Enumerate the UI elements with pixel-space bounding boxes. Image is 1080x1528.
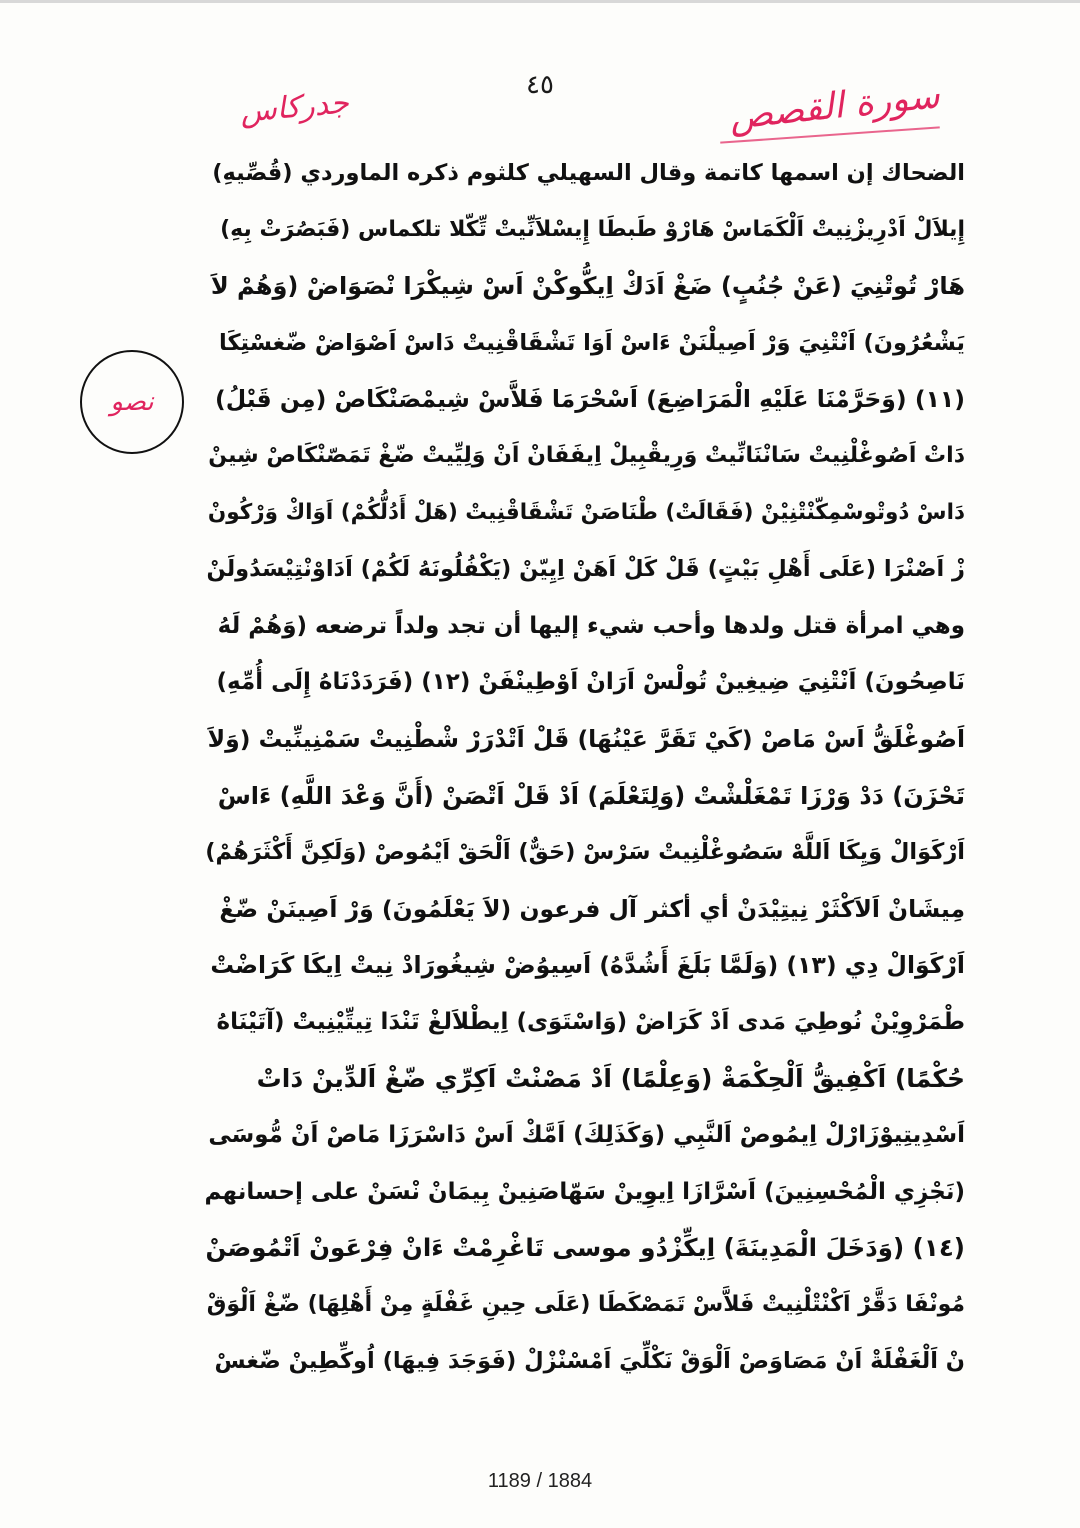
text-line: مِيشَانْ اَلاَكْثَرْ نِيتِيْدَنْ أي أكثر آل فرعون (لاَ يَعْلَمُونَ) وَرْ اَصِينَنْ ضّغْ	[219, 894, 965, 923]
text-line: تَحْزَنَ) دَدْ وَرْزَا تَمْغَلْشْتْ (وَلِتَعْلَمَ) اَدْ قَلْ اَتْصَنْ (أَنَّ وَعْدَ اللَّهِ) ءَاسْ	[217, 781, 965, 810]
text-line: اَرْكَوَالْ وَيِكَا اَللَّهْ سَصُوغْلْنِيتْ سَرْسْ (حَقٌّ) اَلْحَقْ اَيْمُوصْ (وَلَكِنَّ أَكْثَرَهُمْ)	[205, 839, 965, 866]
margin-circled-note	[80, 350, 184, 454]
text-line: هَارْ تُوتْنِيَ (عَنْ جُنُبٍ) ضَغْ اَدَكْ اِيكُّوكْنْ اَسْ شِيكْرَا نْصَوَاضْ (وَهُمْ لاَ	[210, 272, 965, 301]
text-line: مُونْفَا دَقَّرْ اَكْنْتْلْنِيتْ فَلاَّسْ تَمَصْكَطَا (عَلَى حِينِ غَفْلَةٍ مِنْ أَهْلِهَا) ضّغْ اَلْوَقْ	[206, 1291, 965, 1317]
text-line: (١١) (وَحَرَّمْنَا عَلَيْهِ الْمَرَاضِعَ) اَسْحْرَمَا فَلاَّسْ شِيمْصَنْكَاصْ (مِن قَبْلُ)	[215, 385, 965, 414]
text-line: وهي امرأة قتل ولدها وأحب شيء إليها أن تجد ولداً ترضعه (وَهُمْ لَهُ	[217, 612, 965, 639]
text-line: اَرْكَوَالْ دِي (١٣) (وَلَمَّا بَلَغَ أَشُدَّهُ) اَسِيوُضْ شِيغُورَادْ نِيتْ اِيكَا كَرَاضْتْ	[210, 951, 965, 980]
pagination-indicator: 1189 / 1884	[487, 1470, 593, 1492]
text-line: دَاتْ اَصُوغْلْنِيتْ سَانْنَانِّيتْ وَرِيقْبِيلْ اِيفَفَانْ اَنْ وَلِيِّيتْ ضّغْ تَمَصّنْكَاصْ شِينْ	[208, 442, 965, 468]
text-line: (نَجْزِي الْمُحْسِنِينَ) اَسْرَّازَا اِيوِينْ سَهّاصَنِينْ بِيمَانْ نْسَنْ على إحسانهم	[205, 1178, 965, 1205]
text-line: زْ اَصْنْرَا (عَلَى أَهْلِ بَيْتٍ) قَلْ كَلْ اَهَنْ اِيِيّنْ (يَكْفُلُونَهُ لَكُمْ) اَدَاوْنْتِيْسَدُولَنْ	[206, 556, 965, 583]
text-line: نَاصِحُونَ) اَنْتْنِيَ ضِيغِينْ تُولْسْ اَرَانْ اَوْطِينْفَنْ (١٢) (فَرَدَدْنَاهُ إِلَى أُمِّهِ)	[216, 669, 965, 696]
page-top-edge	[0, 0, 1080, 3]
text-line: الضحاك إن اسمها كاتمة وقال السهيلي كلثوم ذكره الماوردي (قُصِّيهِ)	[212, 160, 965, 186]
page-number: ٤٥	[526, 70, 554, 100]
text-line: اَسْدِيتِيوْزَارْلْ اِيمُوصْ اَلنَّبِي (وَكَذَلِكَ) اَمَّكْ اَسْ دَاسْرَزَا مَاصْ اَنْ مُّوسَى	[208, 1122, 965, 1149]
body-text	[205, 145, 965, 1390]
text-line: حُكْمًا) اَكْفِيقُّ اَلْحِكْمَةْ (وَعِلْمًا) اَدْ مَصْنْتْ اَكِرِّي ضّغْ اَلدِّينْ دَاتْ	[256, 1063, 965, 1093]
text-line: طْمَرْوِيْنْ نُوطِيَ مَدى اَدْ كَرَاضْ (وَاسْتَوَى) اِيطْلاَلغْ تَنْدَا تِيتِّيْنِيتْ (آتَيْنَاهُ	[216, 1008, 965, 1035]
text-line: دَاسْ دُوتْوسْمِكّنْتْنِيْنْ (فَقَالَتْ) طْنَاصَنْ تَشْقَاقْنِيتْ (هَلْ أَدُلُّكُمْ) اَوَاكْ وَرْكُونْ	[207, 499, 965, 525]
text-line: (١٤) (وَدَخَلَ الْمَدِينَةَ) اِيكِّزْدُو موسى تَاغْرِمْتْ ءَانْ فِرْعَونْ اَتْمُوصَنْ	[205, 1233, 965, 1263]
text-line: يَشْعُرُونَ) اَنْتْنِيَ وَرْ اَصِيلْنَنْ ءَاسْ اَوَا تَشْقَاقْنِيتْ دَاسْ اَصْوَاضْ ضّغسْتِكَا	[219, 329, 965, 356]
text-line: اَصُوغْلَقُّ اَسْ مَاصْ (كَيْ تَقَرَّ عَيْنُهَا) قَلْ اَتْدْرَرْ شْطْنِيتْ سَمْنِينِّيتْ (وَلاَ	[207, 724, 965, 753]
text-line: نْ اَلْغَفْلَةْ اَنْ مَصَاوَصْ اَلْوَقْ نَكْلِّيَ اَمْسْنْزْلْ (فَوَجَدَ فِيهَا) اُوكِّطِينْ ضّغسْ	[214, 1348, 965, 1375]
handwritten-left-note: جدركاس	[238, 85, 351, 130]
handwritten-surah-title: سورة القصص	[727, 75, 942, 138]
text-line: إِيلاَلْ اَدْرِيزْنِيتْ اَلْكَمَاسْ هَارْوْ طَبطَا إِيسْلاَنِّيتْ تِّكّلا تلكماس (فَبَصُرَتْ بِهِ)	[220, 216, 965, 242]
margin-note-text: نصو	[110, 387, 154, 417]
